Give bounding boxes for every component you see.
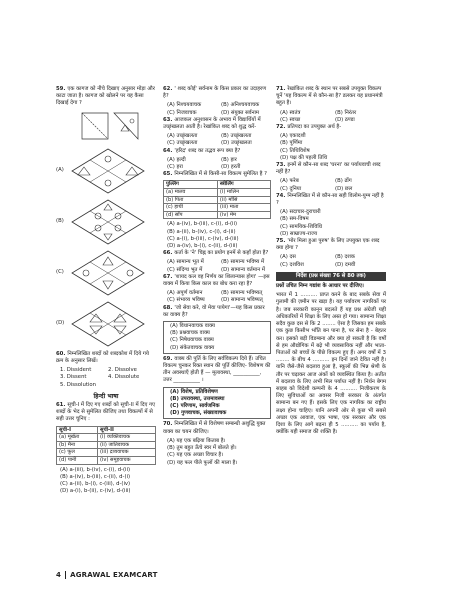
options-75 bbox=[276, 254, 386, 268]
option-a[interactable]: (A) फरेब bbox=[280, 178, 299, 185]
option-a[interactable]: (A) निश्चयवाचक bbox=[167, 102, 202, 109]
question-73: 73. इनमें से कौन-सा शब्द 'घरना' का पर्यायवाची शब्द नहीं है? bbox=[276, 162, 381, 176]
option-d[interactable]: (D) हरती bbox=[221, 164, 241, 171]
option-a[interactable]: (A) स्वतंत्र bbox=[280, 109, 301, 116]
option-b[interactable]: (B) उपरावस्था, उत्तमावस्था bbox=[170, 395, 225, 402]
options-66 bbox=[163, 259, 271, 273]
option-a[interactable]: (A) दस bbox=[280, 254, 296, 261]
options-69 bbox=[163, 387, 271, 420]
options-68 bbox=[163, 321, 271, 354]
question-72: 72. प्रतिपदा का उपयुक्त अर्थ है- bbox=[276, 124, 342, 131]
page-number: 4 bbox=[56, 571, 62, 579]
option-a[interactable]: (A) विशेष, प्रतिविशेषण bbox=[170, 388, 218, 395]
option-a[interactable]: (A) हल्दी bbox=[167, 156, 186, 163]
question-70: 70. निम्नलिखित में से विशेषण सम्बन्धी अशुद्धि युक्त वाक्य का चयन कीजिए। bbox=[163, 421, 266, 435]
question-66: 66. कर्ता के 'ने' चिह्न का प्रयोग इनमें से कहाँ होता है? bbox=[163, 250, 269, 257]
option-a[interactable]: (A) उच्छृंखलता bbox=[167, 133, 198, 140]
column-2 bbox=[163, 86, 271, 467]
option-d[interactable]: (D) साम्राज्य-राज्य bbox=[280, 230, 318, 237]
options-67 bbox=[163, 290, 271, 304]
option-b[interactable]: (B) ढोंग bbox=[335, 178, 352, 185]
question-59 bbox=[56, 86, 156, 108]
diamond-figure-icon bbox=[68, 147, 148, 195]
option-d[interactable]: (D) सामान्य भविष्यत् bbox=[221, 297, 263, 304]
option-d[interactable]: (D) सामान्य वर्तमान में bbox=[221, 266, 266, 273]
option-d[interactable]: (D) पक्ष की पहली तिथि bbox=[280, 154, 328, 161]
question-75: 75. 'मोर मिला हुआ पुरुष' के लिए उपयुक्त एक शब्द क्या होगा ? bbox=[276, 238, 380, 252]
option-c[interactable]: (C) a-(ii), b-(i), c-(iii), d-(iv) bbox=[60, 481, 131, 488]
option-d[interactable]: (D) यह फल पीले फूलों की माला है। bbox=[167, 459, 238, 466]
question-64: 64. 'हरिद्र' शब्द का तद्भव रूप क्या है? bbox=[163, 147, 241, 154]
option-b[interactable]: (B) अनिश्चयवाचक bbox=[221, 102, 260, 109]
option-b[interactable]: (B) पूर्णिमा bbox=[280, 140, 303, 147]
option-a[interactable]: (A) सामान्य भूत में bbox=[167, 259, 204, 266]
option-c[interactable]: (C) हरा bbox=[167, 164, 183, 171]
footer-divider bbox=[65, 571, 66, 579]
option-c[interactable]: (C) परिणाम, सार्वजनिक bbox=[170, 403, 220, 410]
option-c[interactable]: (C) निषेधवाचक वाक्य bbox=[170, 337, 214, 344]
word-list: 1. Dissident 2. Dissolve 3. Dissent 4. Dissolute 5. Dissolution bbox=[60, 367, 140, 388]
options-62 bbox=[163, 102, 271, 116]
option-d[interactable]: (D) a-(iv), b-(i), c-(ii), d-(iii) bbox=[167, 243, 238, 250]
option-d[interactable]: (D) संकेतवाचक वाक्य bbox=[170, 344, 215, 351]
diamond-figure-icon bbox=[68, 300, 148, 348]
option-b[interactable]: (B) सामान्य भविष्य में bbox=[221, 259, 265, 266]
option-c[interactable]: (C) स्वच्छ bbox=[280, 116, 301, 123]
match-table-65: पुल्लिंग स्त्रीलिंग (a) मालव (i) मालिन (b) पिता (ii) माँसि (c) हाथी (iii) माता (d) साँप (iv) मेम bbox=[163, 180, 271, 219]
section-heading-hindi: हिन्दी भाषा bbox=[93, 392, 119, 400]
question-61: 61. सूची-I में दिए गए शब्दों को सूची-II में दिए गए शब्दों के भेद से सुमेलित कीजिए तथा विकल्पों में से सही उत्तर चुनिए : bbox=[56, 402, 156, 423]
passage-text: भारत में 1 .......... प्राप्त करने के बाद सबके सेवा में गुलामी की ज़मीन पर खड़ा है। यह पर्यावरण नागरिकों पर है। जब सरकारी कानून बदलते हैं यह प्रश्न अंग्रेजी यही अधिकारियों में शिक्षा के लिए अस्त हो गया। सामान्य शिक्षा सदैव कुछ दस से कि 2 ........ ऐसा है जिसका हम सबके एक कुछ किसीभ भाँति बन पाना है, पर सेना है - बेहतर कर। इसको बड़ी विडम्बना और क्या हो सकती है कि वर्षों से हम औद्योगिक में बढ़े भी व्यवसायिक नहीं और भाता-पिताओं को बच्चों के पीछे विकल्प हुए हैं। अगर वर्षों में 3 ........ के बीच 4 .......... इन दिनों जाने देवित नहीं है। यानि जैसे-जैसे बदलाव हुआ है, स्कूलों की भिन्न श्रेणी के तौर पर चढ़ाकर आज अंकों को व्यवस्थित किया है। अतीत में बदलाव के लिए अभी मिल पर्याप्त नहीं है। निर्धन बेगम साहब को विदेशी कम्पनी के 4 .......... निजीकरण के लिए सुविधाओं का अवसर निजी सरकार के अंतर्गत सामान्य बन गए हैं। इसके लिए एक नागरिक का राष्ट्रीय लक्ष्य होना चाहिए। यानि अपनी ओर से कुछ भी सबसे अच्छा एक आवाज, एक भाषा, एक सरकार और एक दिशा के लिए आगे बढ़ना ही 5 .......... का पर्याय है, क्योंकि यही समाज की शक्ति है। bbox=[276, 292, 386, 436]
paper-fold-icon bbox=[80, 111, 140, 141]
option-b[interactable]: (B) निरंतर bbox=[335, 109, 357, 116]
option-figure-c[interactable]: (C) bbox=[56, 249, 156, 297]
options-63 bbox=[163, 133, 271, 147]
option-a[interactable]: (A) a-(iii), b-(iv), c-(i), d-(ii) bbox=[60, 466, 131, 473]
question-67: 67. 'शायद कल वह निर्णय का शिलान्यास होगा' —इस वाक्य में किया किस काल का बोध करा रहा है? bbox=[163, 273, 270, 288]
question-71: 71. रेखांकित शब्द के स्थान पर सबसे उपयुक्त विकल्प चुनें 'यह विकल्प में से कौन-सा है? डलकर यह प्रधानमंत्री बहुत है। bbox=[276, 86, 383, 107]
option-figure-a[interactable]: (A) bbox=[56, 147, 156, 195]
option-d[interactable]: (D) a-(i), b-(ii), c-(iv), d-(iii) bbox=[60, 488, 131, 495]
option-a[interactable]: (A) सदाचार-दुराचारी bbox=[280, 209, 321, 216]
question-74: 74. निम्नलिखित में से कौन-सा सही विलोम-युग्म नहीं है ? bbox=[276, 192, 384, 207]
column-1 bbox=[56, 86, 156, 495]
option-b[interactable]: (B) उच्छृंखलता bbox=[221, 133, 252, 140]
option-d[interactable]: (D) ठण्डा bbox=[335, 116, 355, 123]
question-65: 65. निम्नलिखित में से किसी-सा विकल्प सुमेलित है ? bbox=[163, 171, 267, 178]
option-c[interactable]: (C) संभाव्य भविष्य bbox=[167, 297, 205, 304]
option-b[interactable]: (B) तुम बहुत ऊँचे स्वर में बोलते हो। bbox=[167, 445, 237, 452]
option-c[interactable]: (C) संदिग्ध भूत में bbox=[167, 266, 203, 273]
question-68: 68. 'जो सेवा करे, वो मेवा पायेगा'—यह किस प्रकार का वाक्य है? bbox=[163, 304, 265, 318]
option-figure-b[interactable]: (B) bbox=[56, 198, 156, 246]
options-71 bbox=[276, 110, 386, 124]
option-b[interactable]: (B) प्रश्नवाचक वाक्य bbox=[170, 330, 210, 337]
option-figure-d[interactable]: (D) bbox=[56, 300, 156, 348]
option-a[interactable]: (A) a-(iv), b-(iii), c-(i), d-(ii) bbox=[167, 221, 238, 228]
match-table-61: सूची-I सूची-II (a) मूर्खता (i) व्यक्तिवाचक (b) मैना (ii) जातिवाचक (c) फूल (iii) द्रव्यवाचक (d) पानी (iv) समूहवाचक bbox=[56, 426, 156, 465]
option-d[interactable]: (D) गुणवाचक, संख्यावाचक bbox=[170, 410, 227, 417]
option-d[interactable]: (D) संयुक्त सर्वनाम bbox=[221, 109, 260, 116]
option-b[interactable]: (B) दशक bbox=[335, 254, 355, 261]
option-c[interactable]: (C) उच्छृंखलता bbox=[167, 140, 198, 147]
directions-text: प्रश्नों उचित निम्न गद्यांश के आधार पर दीजिए। bbox=[276, 283, 364, 290]
option-d[interactable]: (D) छल bbox=[335, 185, 353, 192]
option-b[interactable]: (B) सम-विषम bbox=[280, 216, 309, 223]
option-c[interactable]: (C) निजवाचक bbox=[167, 109, 197, 116]
column-3 bbox=[276, 86, 386, 436]
directions-heading: निर्देश (प्रश्न संख्या 76 से 80 तक) bbox=[276, 272, 386, 281]
option-c[interactable]: (C) सामयिक-शिविधि bbox=[280, 223, 322, 230]
option-d[interactable]: (D) उच्छृंखलता bbox=[221, 140, 252, 147]
options-64 bbox=[163, 157, 271, 171]
question-text: एक कागज को नीचे दिखाए अनुसार मोड़ा और काटा जाता है। कागज को खोलने पर यह कैसा दिखाई देगा ? bbox=[56, 86, 155, 107]
diamond-figure-icon bbox=[68, 198, 148, 246]
option-a[interactable]: (A) अपूर्ण वर्तमान bbox=[167, 290, 203, 297]
option-c[interactable]: (C) यह एक अच्छा विचार है। bbox=[167, 452, 224, 459]
option-d[interactable]: (D) दमवी bbox=[335, 261, 356, 268]
question-62: 62. ' शब्द कोई' सर्वनाम के किस प्रकार का उदाहरण है? bbox=[163, 86, 267, 100]
option-c[interactable]: (C) दशविश bbox=[280, 261, 304, 268]
option-c[interactable]: (C) तिथिविशेष bbox=[280, 147, 310, 154]
option-c[interactable]: (C) दुनिया bbox=[280, 185, 302, 192]
brand-name: AGRAWAL EXAMCART bbox=[70, 571, 158, 579]
option-a[interactable]: (A) यह एक बढ़िया किताब है। bbox=[167, 437, 226, 444]
option-a[interactable]: (A) एकादशी bbox=[280, 133, 306, 140]
question-60: 60. निम्नलिखित शब्दों को शब्दकोश में दिये गये क्रम के अनुसार लिखें। bbox=[56, 350, 149, 365]
option-b[interactable]: (B) a-(ii), b-(iv), c-(i), d-(ii) bbox=[167, 228, 236, 235]
question-63: 63. आजकल अनुशासन के अभाव में विद्यार्थियों में उच्छृंखलता आती है। रेखांकित शब्द को शुद्ध करें- bbox=[163, 116, 261, 131]
option-c[interactable]: (C) a-(i), b-(iii), c-(iv), d-(iii) bbox=[167, 235, 239, 242]
options-73 bbox=[276, 178, 386, 192]
option-b[interactable]: (B) a-(iv), b-(iii), c-(ii), d-(i) bbox=[60, 473, 131, 480]
option-b[interactable]: (B) सामान्य भविष्यत् bbox=[221, 290, 263, 297]
question-number: 59. bbox=[56, 86, 66, 92]
page-footer bbox=[56, 571, 158, 579]
question-69: 69. वाक्य की पूर्ति के लिए सर्वविकल्प दिये हैं। उचित विकल्प चुनकर रिक्त स्थान की पूर्ति कीजिए- विशेषण की तीन अवस्थाएँ होती हैं — मूलावस्था, __________, उत्तर __________ । bbox=[163, 355, 271, 384]
diamond-figure-icon bbox=[68, 249, 148, 297]
folding-figure bbox=[80, 111, 156, 144]
option-b[interactable]: (B) हार bbox=[221, 156, 237, 163]
option-a[interactable]: (A) विधानवाचक वाक्य bbox=[170, 323, 215, 330]
